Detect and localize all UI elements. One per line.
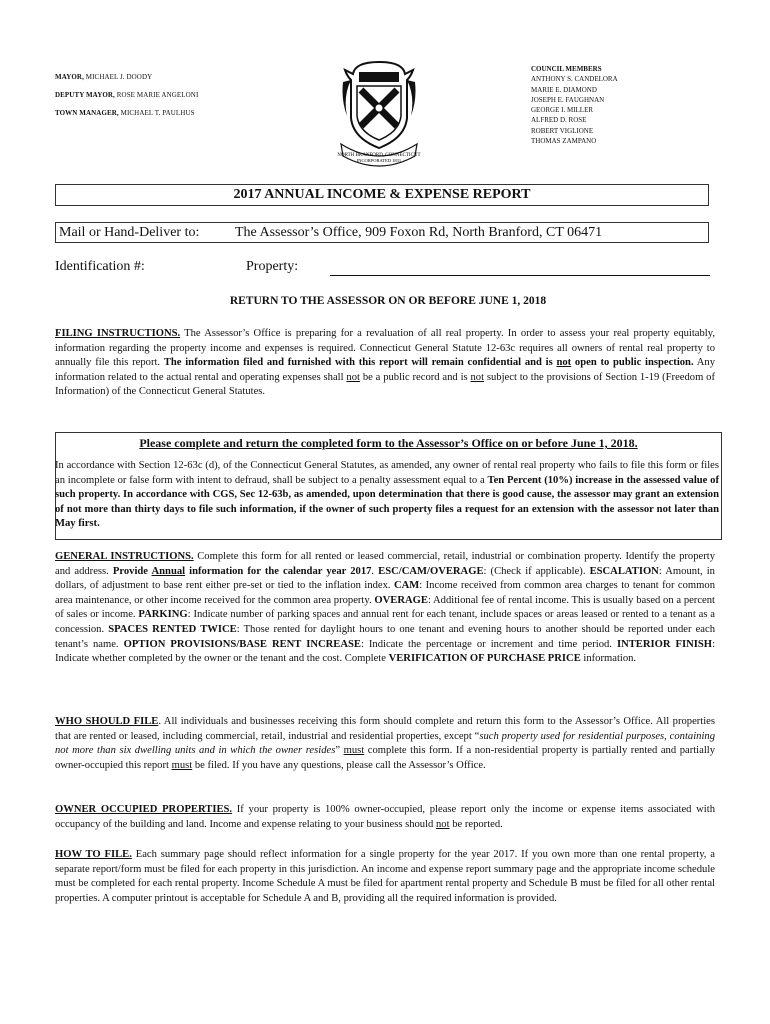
return-deadline: RETURN TO THE ASSESSOR ON OR BEFORE JUNE 1, 2018 — [229, 295, 547, 307]
official-mayor: MAYOR, MICHAEL J. DOODY — [55, 73, 153, 81]
council-member: THOMAS ZAMPANO — [531, 137, 597, 146]
general-heading: GENERAL INSTRUCTIONS. — [55, 551, 194, 562]
penalty-notice: In accordance with Section 12-63c (d), of the Connecticut General Statutes, as amended, any owner of rental real property who fails to file this form or files an incomplete or false form with intent to defraud, shall be subject to a penalty assessment equal to a Ten Percent (10%) increase in the assessed value of such property. In accordance with CGS, Sec 12-63b, as amended, upon determination that there is good cause, the assessor may grant an extension of not more than thirty days to file such information, if the owner of such property files a request for an extension with the assessor not later than May first. — [55, 460, 719, 530]
notice-heading: Please complete and return the completed form to the Assessor’s Office on or before June 1, 2018. — [139, 436, 638, 450]
council-member: GEORGE I. MILLER — [531, 106, 594, 115]
mail-label: Mail or Hand-Deliver to: — [59, 225, 200, 240]
mail-address: The Assessor’s Office, 909 Foxon Rd, North Branford, CT 06471 — [235, 225, 603, 240]
filing-heading: FILING INSTRUCTIONS. — [55, 328, 181, 339]
seal-year: INCORPORATED 1831 — [356, 158, 402, 163]
council-member: ANTHONY S. CANDELORA — [531, 75, 618, 84]
council-title: COUNCIL MEMBERS — [531, 65, 602, 73]
council-member: ALFRED D. ROSE — [531, 116, 587, 125]
owner-occupied-properties: OWNER OCCUPIED PROPERTIES. If your property is 100% owner-occupied, please report only the income or expense items associated with occupancy of the building and land. Income and expense relating to your business should not be reported. — [55, 804, 715, 830]
official-deputy-mayor: DEPUTY MAYOR, ROSE MARIE ANGELONI — [55, 91, 199, 99]
how-to-file: HOW TO FILE. Each summary page should reflect information for a single property for the year 2017. If you own more than one rental property, a separate report/form must be filed for each property in this jurisdiction. An income and expense report summary page and the appropriate income schedule must be completed for each rental property. Income Schedule A must be filed for apartment rental property and Schedule B must be filed for all other rental properties. A computer printout is acceptable for Schedule A and B, providing all the required information is provided. — [55, 849, 715, 904]
how-heading: HOW TO FILE. — [55, 849, 132, 860]
council-member: MARIE E. DIAMOND — [531, 85, 597, 94]
filing-instructions: FILING INSTRUCTIONS. The Assessor’s Office is preparing for a revaluation of all real property. In order to assess your real property equitably, information regarding the property income and expenses is required. Connecticut General Statute 12-63c requires all owners of rental real property to annually file this report. The information filed and furnished with this report will remain confidential and is not open to public inspection. Any information related to the actual rental and operating expenses shall not be a public record and is not subject to the provisions of Section 1-19 (Freedom of Information) of the Connecticut General Statutes. — [55, 328, 716, 398]
property-input-line[interactable] — [330, 275, 710, 276]
identification-label: Identification #: — [55, 259, 145, 274]
seal-motto: NORTH BRANFORD, CONNECTICUT — [337, 153, 421, 158]
report-title: 2017 ANNUAL INCOME & EXPENSE REPORT — [55, 184, 709, 206]
property-label: Property: — [246, 259, 299, 274]
council-member: ROBERT VIGLIONE — [531, 126, 594, 135]
council-members — [531, 64, 711, 146]
officials-list — [55, 68, 275, 122]
who-heading: WHO SHOULD FILE — [55, 716, 159, 727]
mail-to-box — [55, 222, 709, 243]
general-instructions: GENERAL INSTRUCTIONS. Complete this form for all rented or leased commercial, retail, industrial or combination property. Identify the property and address. Provide Annual information for the calendar year 2017. ESC/CAM/OVERAGE: (Check if applicable). ESCALATION: Amount, in dollars, of adjustment to base rent either pre-set or tied to the inflation index. CAM: Income received from common area charges to tenant for common area maintenance, or other income received for the common area property. OVERAGE: Additional fee of rental income. This is usually based on a percent of sales or income. PARKING: Indicate number of parking spaces and annual rent for each tenant, include spaces or areas leased or rented to a tenant as a concession. SPACES RENTED TWICE: Those rented for daylight hours to one tenant and evening hours to another should be reported under each tenant’s name. OPTION PROVISIONS/BASE RENT INCREASE: Indicate the percentage or increment and time period. INTERIOR FINISH: Indicate whether completed by the owner or the tenant and the cost. Complete VERIFICATION OF PURCHASE PRICE information. — [55, 551, 716, 665]
official-town-manager: TOWN MANAGER, MICHAEL T. PAULHUS — [55, 109, 195, 117]
owner-heading: OWNER OCCUPIED PROPERTIES. — [55, 804, 233, 815]
who-should-file: WHO SHOULD FILE. All individuals and businesses receiving this form should complete and return this form to the Assessor’s Office. All properties that are rented or leased, including commercial, retail, industrial and residential properties, except “such property used for residential purposes, containing not more than six dwelling units and in which the owner resides” must complete this form. If a non-residential property is partially rented and partially owner-occupied this report must be filed. If you have any questions, please call the Assessor’s Office. — [55, 716, 716, 771]
council-member: JOSEPH E. FAUGHNAN — [531, 95, 605, 104]
town-seal-logo — [333, 56, 425, 168]
